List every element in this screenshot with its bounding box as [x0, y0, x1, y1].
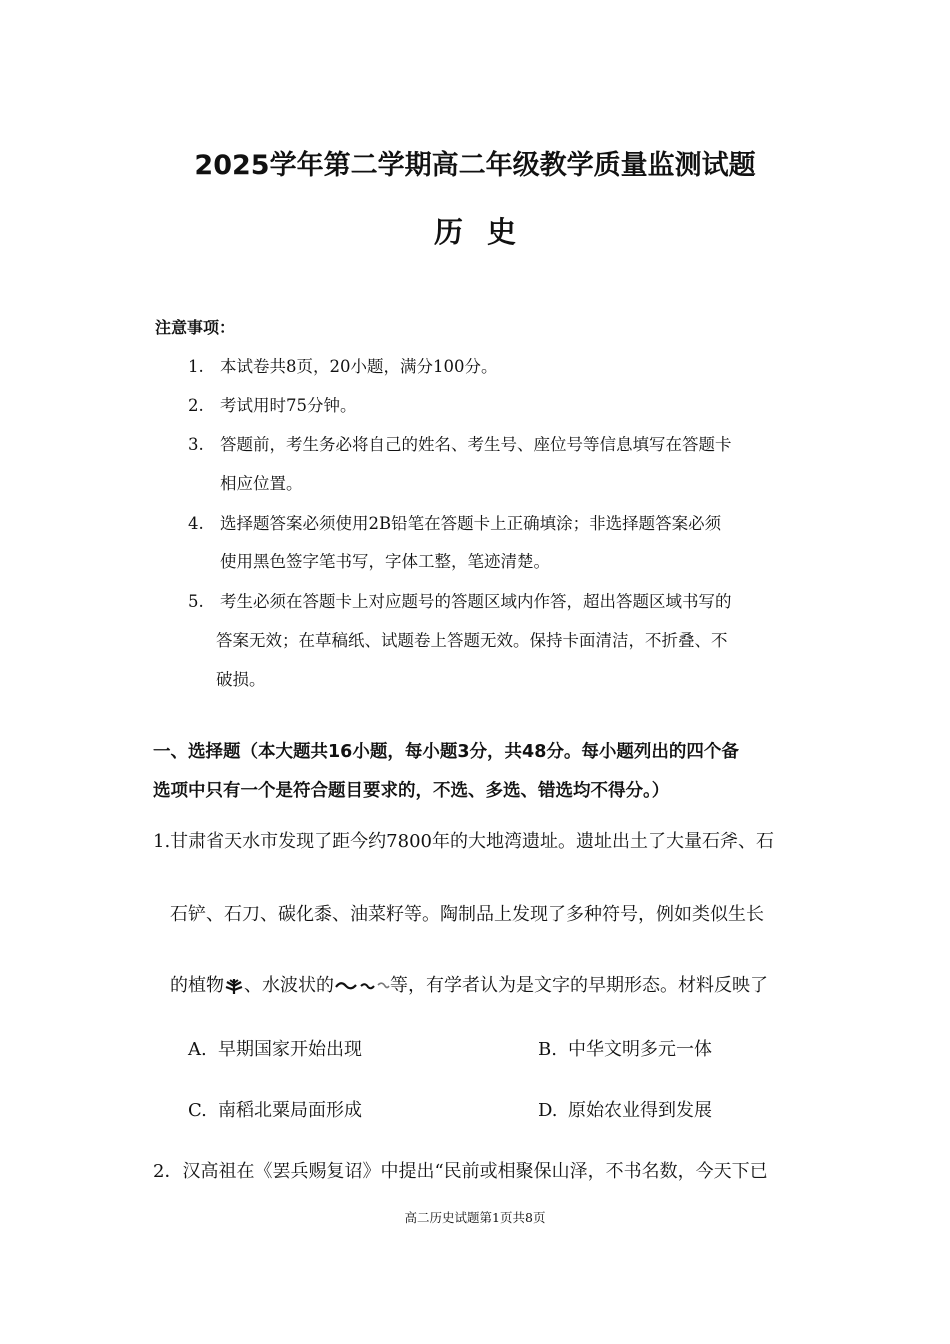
option-letter: A.: [188, 1039, 207, 1060]
option-letter: B.: [538, 1039, 557, 1060]
note-item-4-cont: 使用黑色签字笔书写，字体工整，笔迹清楚。: [220, 552, 550, 571]
note-item-1: [188, 353, 498, 377]
note-number: 5.: [188, 592, 204, 611]
note-text: 答题前，考生务必将自己的姓名、考生号、座位号等信息填写在答题卡: [220, 435, 732, 454]
note-text: 考生必须在答题卡上对应题号的答题区域内作答，超出答题区域书写的: [220, 592, 732, 611]
question-1-text-a: 的植物: [170, 975, 224, 996]
question-2-line1: 2．汉高祖在《罢兵赐复诏》中提出“民前或相聚保山泽，不书名数，今天下已: [153, 1161, 768, 1182]
note-text: 本试卷共8页，20小题，满分100分。: [220, 357, 498, 376]
note-number: 4.: [188, 514, 204, 533]
option-letter: C.: [188, 1100, 207, 1121]
page-footer: 高二历史试题第1页共8页: [404, 1210, 546, 1225]
option-text: 南稻北粟局面形成: [218, 1100, 362, 1121]
note-item-4: [188, 510, 721, 534]
question-1-text-c: 等，有学者认为是文字的早期形态。材料反映了: [390, 975, 768, 996]
subject-title: 历 史: [433, 215, 517, 249]
note-item-5: [188, 588, 732, 612]
section-heading-line1: 一、选择题（本大题共16小题，每小题3分，共48分。每小题列出的四个备: [153, 742, 739, 762]
note-number: 3.: [188, 435, 204, 454]
option-d: [538, 1096, 712, 1122]
section-heading-line2: 选项中只有一个是符合题目要求的，不选、多选、错选均不得分。）: [153, 781, 670, 801]
option-c: [188, 1096, 362, 1122]
note-item-5-cont: 答案无效；在草稿纸、试题卷上答题无效。保持卡面清洁，不折叠、不: [216, 631, 728, 650]
question-1-line1: 1.甘肃省天水市发现了距今约7800年的大地湾遗址。遗址出土了大量石斧、石: [153, 831, 774, 852]
question-1-line3: [170, 971, 768, 997]
note-item-5-cont2: 破损。: [216, 670, 266, 689]
exam-title: 2025学年第二学期高二年级教学质量监测试题: [194, 150, 756, 181]
plant-symbol-icon: [224, 977, 244, 995]
option-text: 原始农业得到发展: [568, 1100, 712, 1121]
wave-symbol-icon: [334, 978, 390, 994]
notes-heading: 注意事项：: [155, 318, 236, 337]
note-item-3-cont: 相应位置。: [220, 474, 303, 493]
note-text: 考试用时75分钟。: [220, 396, 357, 415]
question-1-text-b: 、水波状的: [244, 975, 334, 996]
option-b: [538, 1035, 712, 1061]
note-number: 1.: [188, 357, 204, 376]
option-text: 早期国家开始出现: [218, 1039, 362, 1060]
option-letter: D.: [538, 1100, 558, 1121]
note-number: 2.: [188, 396, 204, 415]
option-a: [188, 1035, 362, 1061]
note-text: 选择题答案必须使用2B铅笔在答题卡上正确填涂；非选择题答案必须: [220, 514, 722, 533]
question-1-line2: 石铲、石刀、碳化黍、油菜籽等。陶制品上发现了多种符号，例如类似生长: [170, 904, 764, 925]
note-item-2: [188, 392, 357, 416]
option-text: 中华文明多元一体: [568, 1039, 712, 1060]
note-item-3: [188, 431, 732, 455]
